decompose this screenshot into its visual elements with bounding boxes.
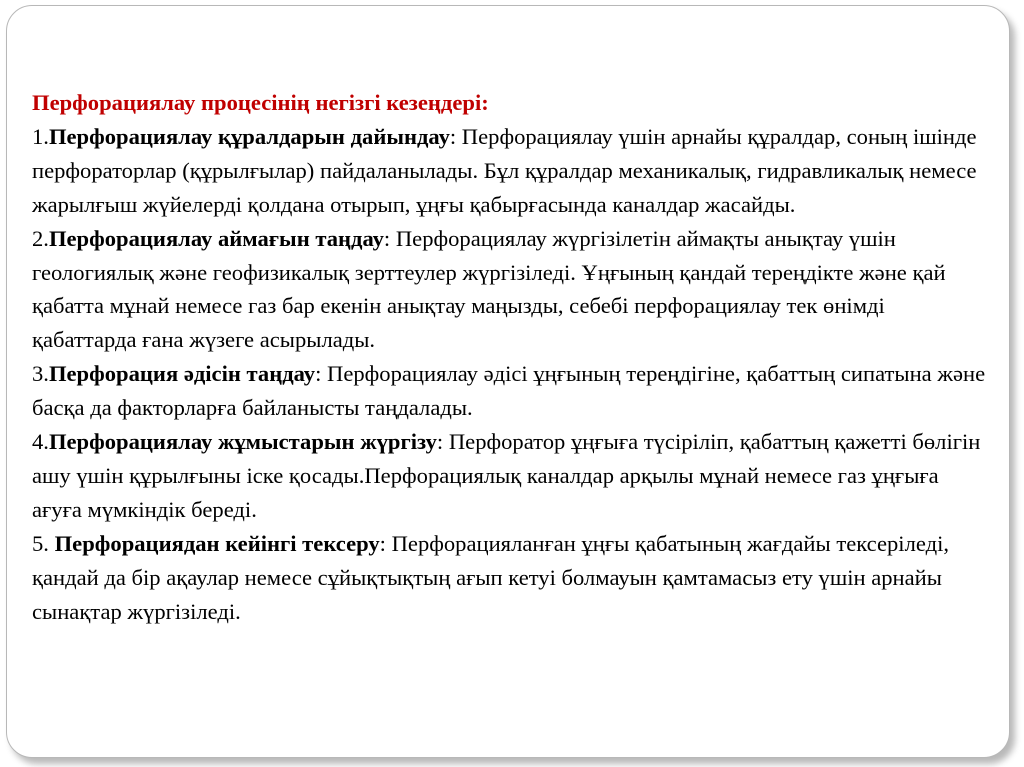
step-term: Перфорациялау құралдарын дайындау	[48, 123, 450, 149]
step-term: Перфорациялау жұмыстарын жүргізу	[48, 429, 437, 455]
step-number: 4.	[32, 429, 49, 455]
step-paragraph	[32, 120, 992, 222]
slide-heading: Перфорациялау процесінің негізгі кезеңдері:	[32, 90, 489, 115]
slide-content	[32, 86, 992, 629]
step-paragraph	[32, 222, 992, 358]
step-text: : Перфорацияланған ұңғы қабатының жағдайы тексеріледі, қандай да бір ақаулар немесе сұйықтықтың ағып кетуі болмауын қамтамасыз ету үшін арнайы сынақтар жүргізіледі.	[32, 530, 949, 624]
step-paragraph	[32, 357, 992, 425]
step-number: 2.	[32, 225, 49, 251]
step-term: Перфорация әдісін таңдау	[48, 361, 316, 387]
step-text: : Перфорациялау жүргізілетін аймақты анықтау үшін геологиялық және геофизикалық зерттеулер жүргізіледі. Ұңғының қандай тереңдікте және қай қабатта мұнай немесе газ бар екенін анықтау маңызды, себебі перфорациялау тек өнімді қабаттарда ғана жүзеге асырылады.	[32, 225, 946, 353]
step-number: 5.	[32, 530, 55, 556]
step-text: : Перфоратор ұңғыға түсіріліп, қабаттың қажетті бөлігін ашу үшін құрылғыны іске қосады.Перфорациялық каналдар арқылы мұнай немесе газ ұңғыға ағуға мүмкіндік береді.	[32, 429, 981, 522]
step-text: : Перфорациялау әдісі ұңғының тереңдігіне, қабаттың сипатына және басқа да факторларға байланысты таңдалады.	[32, 361, 986, 421]
step-number: 3.	[32, 361, 49, 387]
step-number: 1.	[32, 123, 49, 149]
step-text: : Перфорациялау үшін арнайы құралдар, соның ішінде перфораторлар (құрылғылар) пайдаланылады. Бұл құралдар механикалық, гидравликалық немесе жарылғыш жүйелерді қолдана отырып, ұңғы қабырғасында каналдар жасайды.	[32, 123, 977, 217]
step-paragraph	[32, 527, 992, 629]
step-term: Перфорациялау аймағын таңдау	[48, 225, 384, 251]
step-paragraph	[32, 425, 992, 527]
step-term: Перфорациядан кейінгі тексеру	[54, 530, 380, 556]
